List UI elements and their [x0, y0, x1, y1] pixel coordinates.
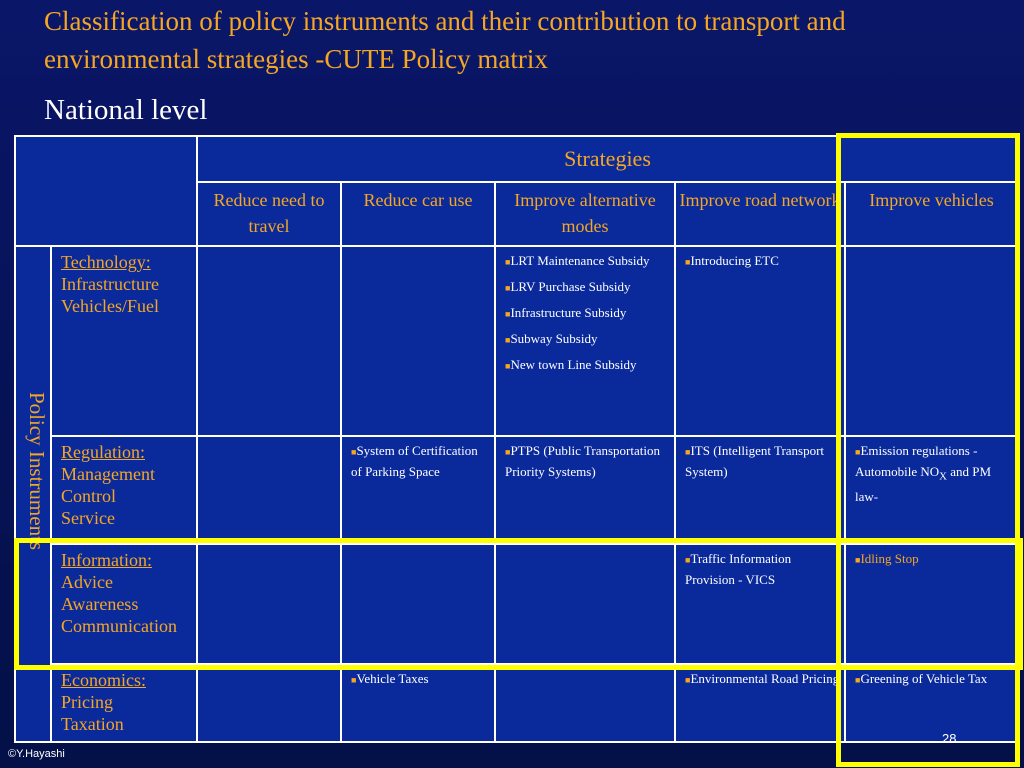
row-label-economics — [51, 664, 197, 742]
column-header: Improve alternative modes — [495, 182, 675, 246]
cell-item: ■Subway Subsidy — [505, 331, 598, 346]
square-bullet-icon: ■ — [685, 555, 691, 565]
category-sub: Taxation — [61, 714, 124, 734]
matrix-cell — [197, 436, 341, 544]
matrix-cell — [341, 246, 495, 436]
matrix-cell — [675, 246, 845, 436]
policy-matrix-table — [14, 135, 1019, 743]
category-sub: Control — [61, 486, 117, 506]
category-sub: Awareness — [61, 594, 139, 614]
cell-item: ■LRT Maintenance Subsidy — [505, 253, 650, 268]
row-label-information — [51, 544, 197, 664]
column-header: Reduce car use — [341, 182, 495, 246]
category-sub: Vehicles/Fuel — [61, 296, 159, 316]
matrix-cell — [845, 246, 1018, 436]
policy-instruments-label: Policy Instruments — [25, 392, 49, 551]
category-name: Technology: — [61, 252, 151, 272]
cell-item: ■Traffic Information Provision - VICS — [685, 551, 792, 587]
matrix-cell — [675, 436, 845, 544]
row-label-regulation — [51, 436, 197, 544]
square-bullet-icon: ■ — [685, 675, 691, 685]
column-header: Reduce need to travel — [197, 182, 341, 246]
category-sub: Infrastructure — [61, 274, 159, 294]
matrix-cell — [675, 544, 845, 664]
matrix-cell — [495, 544, 675, 664]
cell-item: ■System of Certification of Parking Space — [351, 443, 478, 479]
category-sub: Management — [61, 464, 155, 484]
square-bullet-icon: ■ — [505, 257, 511, 267]
cell-item: ■PTPS (Public Transportation Priority Systems) — [505, 443, 660, 479]
matrix-cell — [495, 436, 675, 544]
square-bullet-icon: ■ — [351, 675, 357, 685]
category-sub: Service — [61, 508, 115, 528]
cell-item: ■Idling Stop — [855, 551, 919, 566]
square-bullet-icon: ■ — [505, 447, 511, 457]
square-bullet-icon: ■ — [351, 447, 357, 457]
category-sub: Communication — [61, 616, 177, 636]
corner-cell — [15, 136, 197, 246]
square-bullet-icon: ■ — [505, 309, 511, 319]
square-bullet-icon: ■ — [505, 283, 511, 293]
column-header: Improve road network — [675, 182, 845, 246]
matrix-cell — [845, 664, 1018, 742]
slide-title: Classification of policy instruments and their contribution to transport and environmental strategies -CUTE Policy matrix — [44, 6, 846, 74]
matrix-cell — [197, 664, 341, 742]
square-bullet-icon: ■ — [685, 447, 691, 457]
matrix-cell — [845, 436, 1018, 544]
category-sub: Pricing — [61, 692, 113, 712]
matrix-cell — [197, 544, 341, 664]
cell-item: ■LRV Purchase Subsidy — [505, 279, 631, 294]
cell-item: ■Environmental Road Pricing — [685, 671, 840, 686]
row-label-technology — [51, 246, 197, 436]
matrix-cell — [341, 544, 495, 664]
policy-instruments-label-cell — [15, 246, 51, 742]
cell-item: ■Infrastructure Subsidy — [505, 305, 627, 320]
category-sub: Advice — [61, 572, 113, 592]
cell-item: ■Introducing ETC — [685, 253, 779, 268]
cell-item: ■New town Line Subsidy — [505, 357, 637, 372]
category-name: Economics: — [61, 670, 146, 690]
matrix-cell — [495, 664, 675, 742]
square-bullet-icon: ■ — [855, 555, 861, 565]
column-header: Improve vehicles — [845, 182, 1018, 246]
cell-item: ■Emission regulations -Automobile $NO_X$ and PM law- — [855, 443, 992, 504]
matrix-cell — [675, 664, 845, 742]
matrix-cell — [341, 664, 495, 742]
strategies-header: Strategies — [197, 136, 1018, 182]
matrix-cell — [341, 436, 495, 544]
square-bullet-icon: ■ — [855, 447, 861, 457]
square-bullet-icon: ■ — [505, 335, 511, 345]
slide-subtitle: National level — [44, 94, 208, 126]
category-name: Regulation: — [61, 442, 145, 462]
matrix-cell — [495, 246, 675, 436]
square-bullet-icon: ■ — [685, 257, 691, 267]
square-bullet-icon: ■ — [505, 361, 511, 371]
category-name: Information: — [61, 550, 152, 570]
cell-item: ■Vehicle Taxes — [351, 671, 429, 686]
square-bullet-icon: ■ — [855, 675, 861, 685]
cell-item: ■Greening of Vehicle Tax — [855, 671, 988, 686]
page-number: 28 — [942, 731, 957, 746]
matrix-cell — [845, 544, 1018, 664]
matrix-cell — [197, 246, 341, 436]
cell-item: ■ITS (Intelligent Transport System) — [685, 443, 825, 479]
copyright-text: ©Y.Hayashi — [8, 748, 65, 760]
